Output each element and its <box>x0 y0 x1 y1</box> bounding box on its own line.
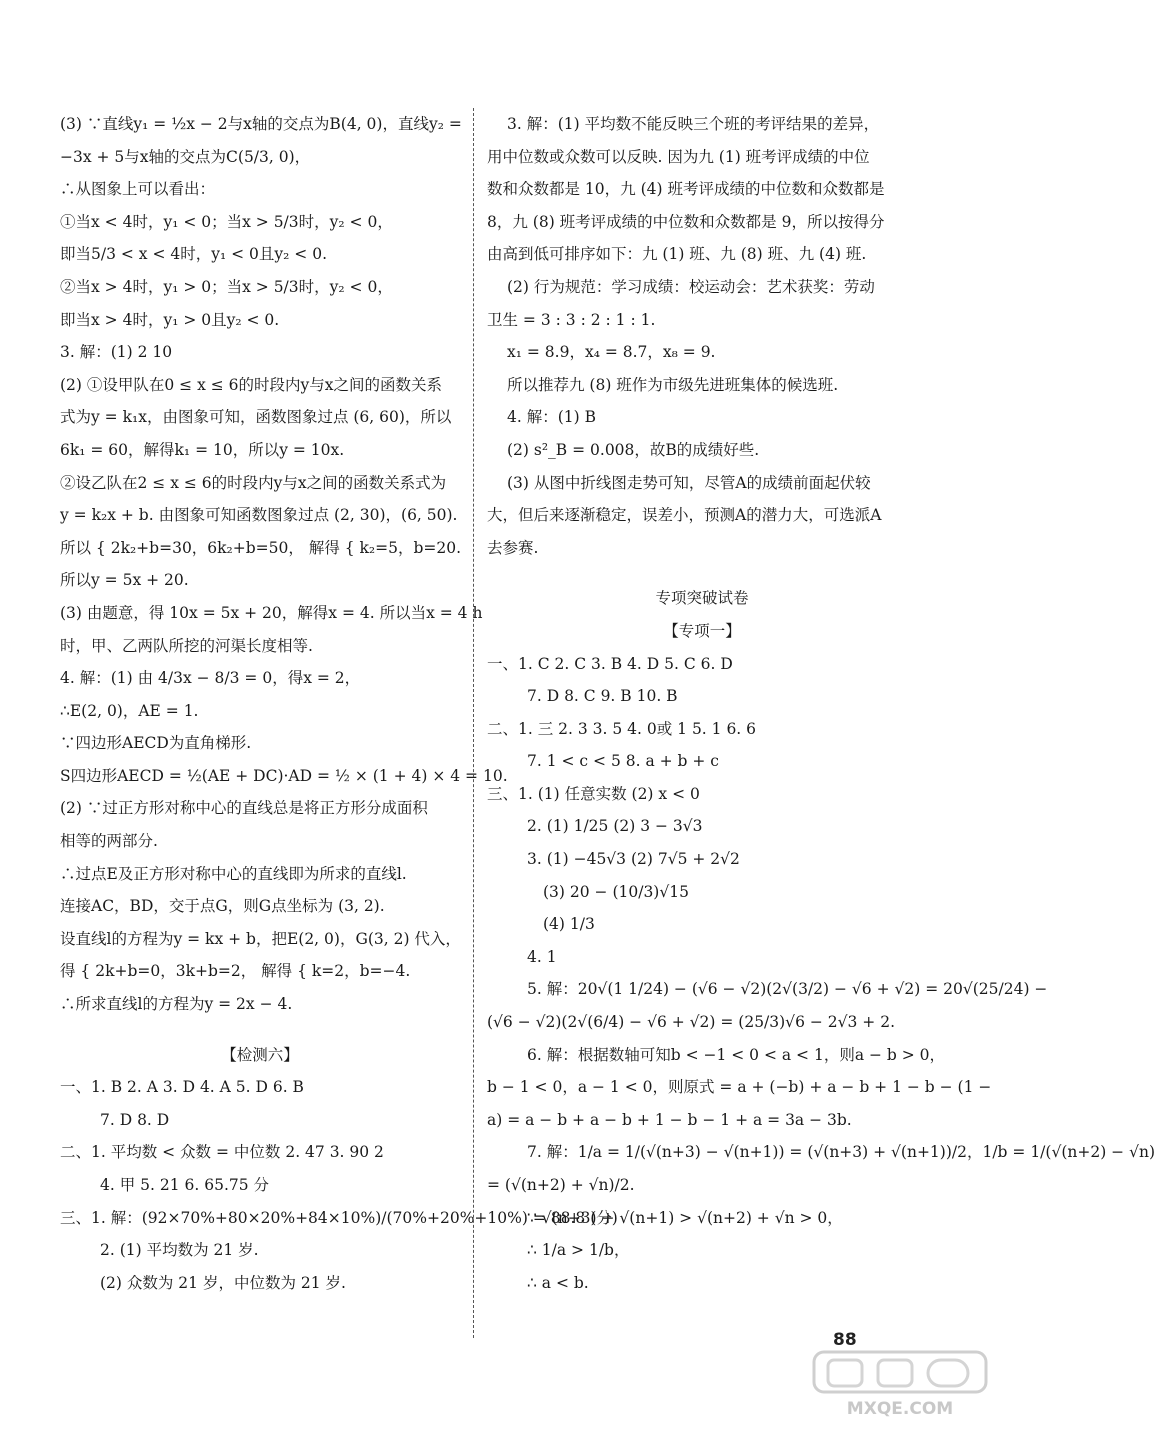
text-line: 一、1. C 2. C 3. B 4. D 5. C 6. D <box>487 654 733 673</box>
text-line: 大，但后来逐渐稳定，误差小，预测A的潜力大，可选派A <box>487 506 882 525</box>
text-line: 所以 { 2k₂+b=30，6k₂+b=50， 解得 { k₂=5，b=20. <box>60 538 462 557</box>
text-line: (2) ①设甲队在0 ≤ x ≤ 6的时段内y与x之间的函数关系 <box>60 375 443 394</box>
text-line: 得 { 2k+b=0，3k+b=2， 解得 { k=2，b=−4. <box>60 962 411 981</box>
text-line: ∵ √(n+3) + √(n+1) > √(n+2) + √n > 0， <box>527 1208 843 1227</box>
text-line: 连接AC，BD，交于点G，则G点坐标为 (3, 2). <box>60 897 385 916</box>
text-line: 6k₁ = 60，解得k₁ = 10，所以y = 10x. <box>60 440 345 459</box>
text-line: (2) s²_B = 0.008，故B的成绩好些. <box>507 440 760 459</box>
text-line: 2. (1) 平均数为 21 岁. <box>100 1241 259 1260</box>
text-line: ∴ 1/a > 1/b， <box>527 1241 630 1260</box>
text-line: b − 1 < 0，a − 1 < 0，则原式 = a + (−b) + a − b + 1 − b − (1 − <box>487 1078 992 1097</box>
text-line: (2) 行为规范：学习成绩：校运动会：艺术获奖：劳动 <box>507 277 875 296</box>
text-line: 3. (1) −45√3 (2) 7√5 + 2√2 <box>527 850 740 869</box>
text-line: 所以y = 5x + 20. <box>60 571 189 590</box>
text-line: ∴E(2, 0)，AE = 1. <box>60 701 199 720</box>
text-line: (3) 由题意，得 10x = 5x + 20，解得x = 4. 所以当x = 4 h <box>60 603 483 622</box>
text-line: 相等的两部分. <box>60 832 158 851</box>
text-line: 4. 解：(1) B <box>507 408 596 427</box>
text-line: 即当5/3 < x < 4时，y₁ < 0且y₂ < 0. <box>60 245 328 264</box>
text-line: (3) ∵直线y₁ = ½x − 2与x轴的交点为B(4, 0)，直线y₂ = <box>60 115 462 133</box>
watermark-text: MXQE.COM <box>846 1399 954 1419</box>
text-line: x₁ = 8.9，x₄ = 8.7，x₈ = 9. <box>507 343 716 362</box>
text-line: 三、1. (1) 任意实数 (2) x < 0 <box>487 784 700 803</box>
text-line: 二、1. 三 2. 3 3. 5 4. 0或 1 5. 1 6. 6 <box>487 719 757 738</box>
text-line: 式为y = k₁x，由图象可知，函数图象过点 (6, 60)，所以 <box>60 408 452 427</box>
text-line: y = k₂x + b. 由图象可知函数图象过点 (2, 30)，(6, 50). <box>60 506 458 525</box>
text-line: ②设乙队在2 ≤ x ≤ 6的时段内y与x之间的函数关系式为 <box>60 473 447 492</box>
text-line: (4) 1/3 <box>543 915 595 934</box>
text-line: 一、1. B 2. A 3. D 4. A 5. D 6. B <box>60 1078 304 1097</box>
text-line: 即当x > 4时，y₁ > 0且y₂ < 0. <box>60 310 280 329</box>
column-divider <box>473 108 474 1338</box>
text-line: 5. 解：20√(1 1/24) − (√6 − √2)(2√(3/2) − √6 + √2) = 20√(25/24) − <box>527 980 1048 999</box>
text-line: 3. 解：(1) 2 10 <box>60 343 173 362</box>
text-line: 2. (1) 1/25 (2) 3 − 3√3 <box>527 817 703 836</box>
text-line: 7. 1 < c < 5 8. a + b + c <box>527 752 719 771</box>
text-line: ∵四边形AECD为直角梯形. <box>60 734 252 753</box>
text-line: 8，九 (8) 班考评成绩的中位数和众数都是 9，所以按得分 <box>487 212 885 231</box>
text-line: (3) 从图中折线图走势可知，尽管A的成绩前面起伏较 <box>507 473 871 492</box>
text-line: S四边形AECD = ½(AE + DC)·AD = ½ × (1 + 4) × 4 = 10. <box>60 766 508 785</box>
text-line: a) = a − b + a − b + 1 − b − 1 + a = 3a − 3b. <box>487 1110 852 1129</box>
section-heading: 专项突破试卷 <box>655 589 749 608</box>
text-line: −3x + 5与x轴的交点为C(5/3, 0)， <box>60 147 311 166</box>
text-line: ∴所求直线l的方程为y = 2x − 4. <box>60 995 293 1014</box>
section-heading: 【检测六】 <box>221 1045 299 1064</box>
text-line: (√6 − √2)(2√(6/4) − √6 + √2) = (25/3)√6 − 2√3 + 2. <box>487 1013 895 1032</box>
right-column <box>487 108 1155 1299</box>
text-line: 时，甲、乙两队所挖的河渠长度相等. <box>60 636 313 655</box>
text-line: ∴从图象上可以看出： <box>60 180 216 199</box>
text-line: 4. 1 <box>527 947 557 966</box>
text-line: 7. 解：1/a = 1/(√(n+3) − √(n+1)) = (√(n+3) + √(n+1))/2，1/b = 1/(√(n+2) − √n) <box>527 1143 1155 1162</box>
text-line: = (√(n+2) + √n)/2. <box>487 1176 635 1194</box>
text-line: 4. 甲 5. 21 6. 65.75 分 <box>100 1176 270 1194</box>
text-line: 用中位数或众数可以反映. 因为九 (1) 班考评成绩的中位 <box>487 147 870 166</box>
text-line: (2) ∵过正方形对称中心的直线总是将正方形分成面积 <box>60 799 428 818</box>
text-line: 设直线l的方程为y = kx + b，把E(2, 0)，G(3, 2) 代入， <box>60 929 461 948</box>
text-line: (2) 众数为 21 岁，中位数为 21 岁. <box>100 1273 346 1292</box>
text-line: ②当x > 4时，y₁ > 0；当x > 5/3时，y₂ < 0， <box>60 277 393 296</box>
page-number: 88 <box>833 1330 857 1350</box>
text-line: (3) 20 − (10/3)√15 <box>543 882 689 901</box>
text-line: 由高到低可排序如下：九 (1) 班、九 (8) 班、九 (4) 班. <box>487 245 867 264</box>
text-line: 所以推荐九 (8) 班作为市级先进班集体的候选班. <box>507 375 839 394</box>
text-line: 6. 解：根据数轴可知b < −1 < 0 < a < 1，则a − b > 0， <box>527 1045 946 1064</box>
text-line: ∴ a < b. <box>527 1273 589 1292</box>
text-line: 数和众数都是 10，九 (4) 班考评成绩的中位数和众数都是 <box>487 180 885 199</box>
text-line: 3. 解：(1) 平均数不能反映三个班的考评结果的差异， <box>507 115 880 133</box>
text-line: 卫生 = 3 : 3 : 2 : 1 : 1. <box>487 310 656 329</box>
text-line: 三、1. 解：(92×70%+80×20%+84×10%)/(70%+20%+10%) = 88.8 (分) <box>60 1208 618 1227</box>
text-line: ①当x < 4时，y₁ < 0；当x > 5/3时，y₂ < 0， <box>60 212 393 231</box>
text-line: 7. D 8. D <box>100 1110 170 1129</box>
section-subheading: 【专项一】 <box>663 621 741 640</box>
text-line: 7. D 8. C 9. B 10. B <box>527 687 678 706</box>
watermark-logo <box>812 1350 988 1420</box>
text-line: ∴过点E及正方形对称中心的直线即为所求的直线l. <box>60 864 407 883</box>
text-line: 二、1. 平均数 < 众数 = 中位数 2. 47 3. 90 2 <box>60 1143 384 1162</box>
text-line: 去参赛. <box>487 538 539 557</box>
text-line: 4. 解：(1) 由 4/3x − 8/3 = 0，得x = 2， <box>60 669 361 688</box>
